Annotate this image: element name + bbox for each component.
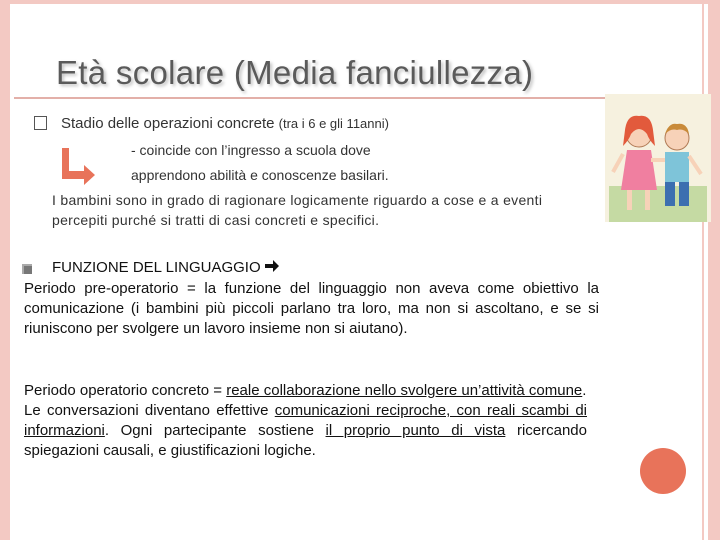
section-title-linguaggio bbox=[52, 259, 279, 276]
p3-lead: Periodo operatorio concreto = bbox=[24, 382, 227, 399]
elbow-arrow-icon bbox=[58, 145, 98, 185]
square-bullet-icon bbox=[22, 264, 32, 274]
right-arrow-icon bbox=[265, 260, 279, 272]
slide-frame-top bbox=[10, 0, 708, 4]
p3-conversazioni: Le conversazioni diventano effettive bbox=[24, 402, 275, 419]
bullet-age-range: (tra i 6 e gli 11anni) bbox=[278, 116, 389, 131]
p3-underlined-punto-vista: il proprio punto di vista bbox=[325, 422, 506, 439]
section-title-text: FUNZIONE DEL LINGUAGGIO bbox=[52, 259, 261, 276]
sub-line-abilita: apprendono abilità e conoscenze basilari. bbox=[131, 167, 389, 183]
checkbox-bullet-icon bbox=[34, 116, 47, 130]
paragraph-bambini: I bambini sono in grado di ragionare logicamente riguardo a cose e a eventi percepiti purché si tratti di casi concreti e specifici. bbox=[52, 192, 543, 228]
paragraph-pre-operatorio: Periodo pre-operatorio = la funzione del linguaggio non aveva come obiettivo la comunicazione (i bambini più piccoli parlano tra loro, ma non si ascoltano, e se si riuniscono per svolgere un lavoro insieme non si aiutano). bbox=[24, 280, 599, 337]
title-underline bbox=[14, 97, 636, 99]
bullet-main-text: Stadio delle operazioni concrete bbox=[61, 115, 279, 132]
p3-underlined-collaborazione: reale collaborazione nello svolgere un’attività comune bbox=[226, 382, 583, 399]
paragraph-operatorio-concreto bbox=[24, 381, 587, 461]
sub-line-scuola: - coincide con l’ingresso a scuola dove bbox=[131, 142, 371, 158]
slide-frame-right bbox=[708, 0, 720, 540]
p3-conclusion: ricercando spiegazioni causali, e giustificazioni logiche. bbox=[24, 422, 587, 459]
p3-period: . bbox=[582, 382, 587, 399]
children-illustration bbox=[605, 94, 711, 222]
slide-frame-right-inner bbox=[702, 0, 704, 540]
slide-title: Età scolare (Media fanciullezza) bbox=[56, 54, 534, 91]
slide-frame-left bbox=[0, 0, 10, 540]
p3-partecipante: . Ogni partecipante sostiene bbox=[104, 422, 326, 439]
decorative-circle bbox=[640, 448, 686, 494]
p3-underlined-comunicazioni: comunicazioni reciproche, con reali scambi di informazioni bbox=[24, 402, 587, 439]
bullet-stadio-operazioni bbox=[61, 115, 389, 132]
